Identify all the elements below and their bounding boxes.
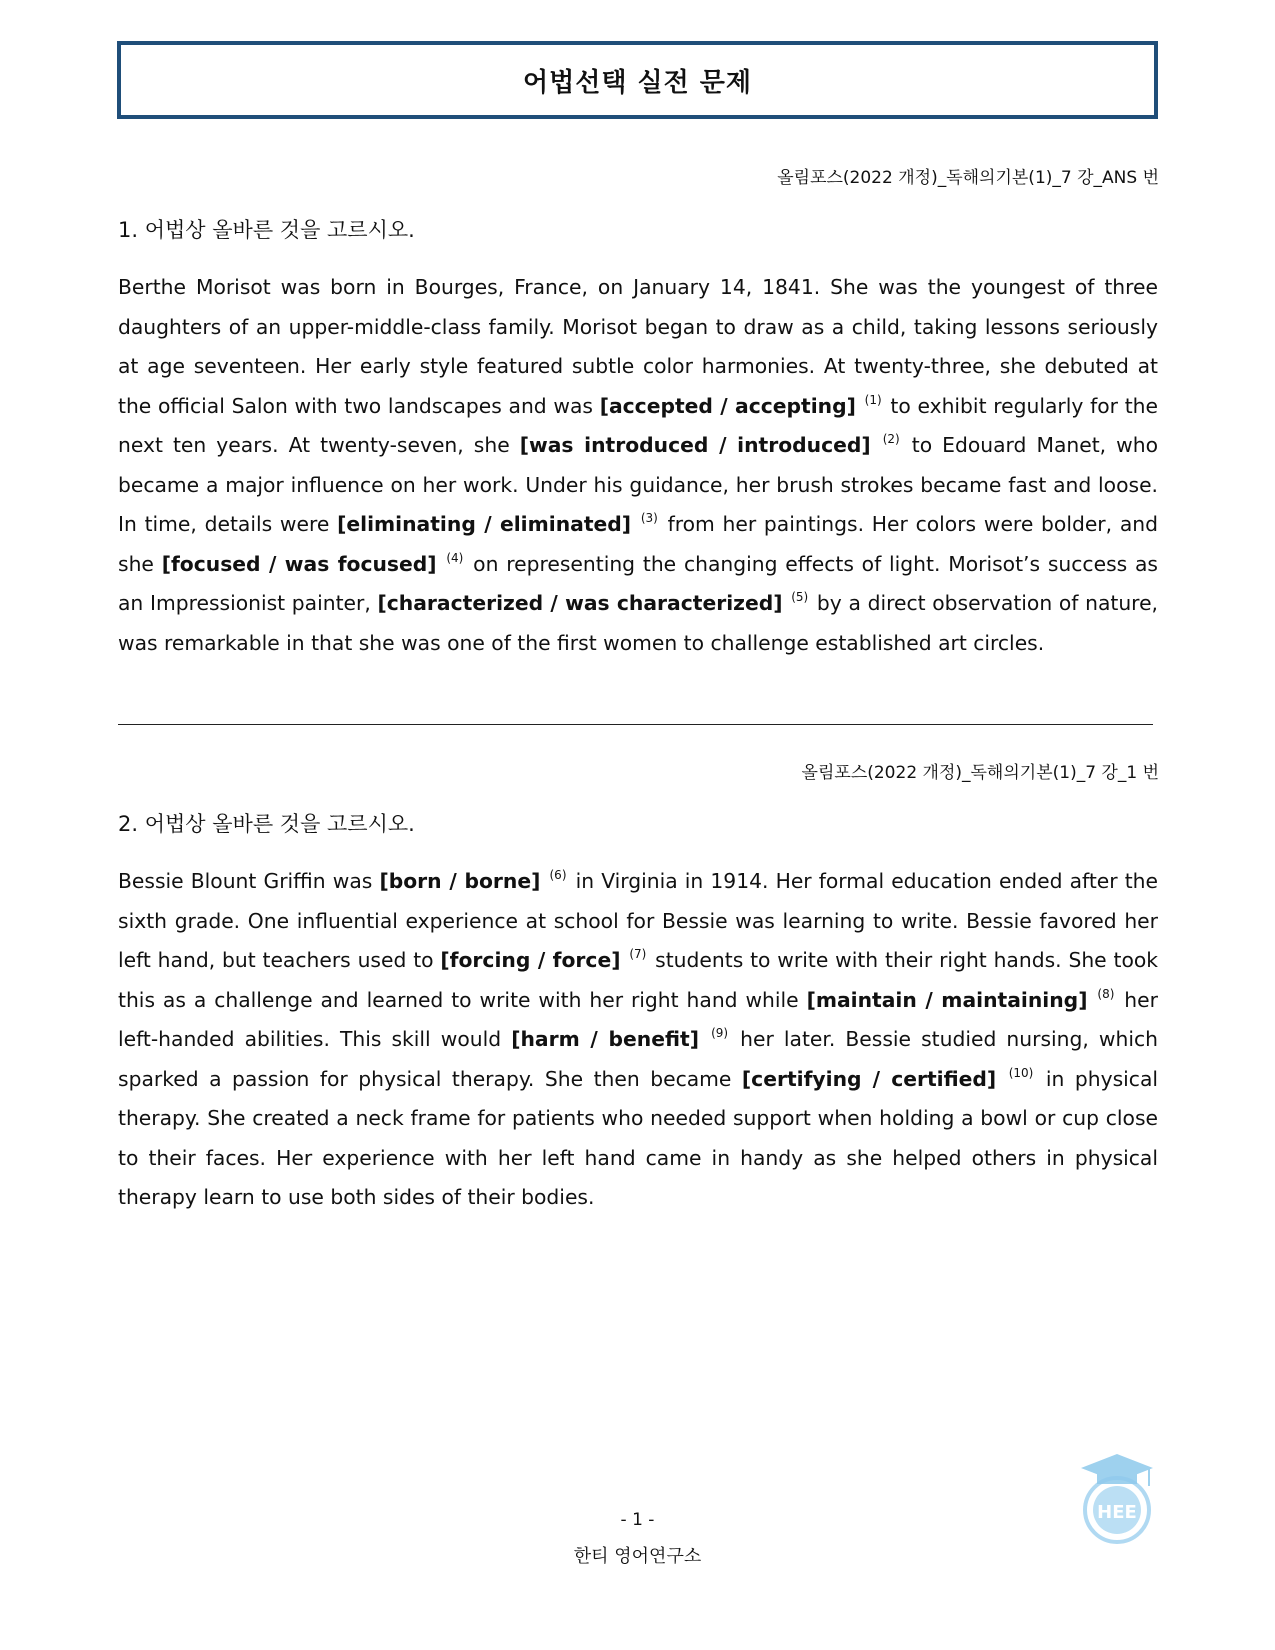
passage-text: her later. Bessie studied nursing, which sparked a passion for physical therapy. She then became [118, 1027, 1158, 1091]
choice-number: (3) [640, 511, 658, 525]
grammar-choice: [certifying / certified] [741, 1066, 997, 1091]
footer-name: 한티 영어연구소 [573, 1546, 702, 1567]
passage-2 [118, 862, 1158, 1218]
hee-logo [1077, 1452, 1157, 1544]
choice-number: (6) [549, 868, 567, 882]
grammar-choice: [forcing / force] [440, 948, 621, 972]
grammar-choice: [accepted / accepting] [599, 393, 856, 418]
divider [118, 724, 1153, 725]
grammar-choice: [harm / benefit] [511, 1027, 699, 1051]
passage-text: from her paintings. Her colors were bolder, and she [118, 512, 1158, 576]
choice-number: (2) [882, 432, 900, 446]
passage-text: students to write with their right hands. She took this as a challenge and learned to write with her right hand while [118, 948, 1159, 1012]
grammar-choice: [maintain / maintaining] [806, 987, 1088, 1012]
choice-number: (1) [864, 392, 882, 407]
choice-number: (7) [629, 947, 647, 961]
page-number: - 1 - [620, 1510, 655, 1530]
choice-number: (4) [446, 550, 464, 565]
passage-text: Berthe Morisot was born in Bourges, France, on January 14, 1841. She was the youngest of three daughters of an upper-middle-class family. Morisot began to draw as a child, taking lessons seriously at age seventeen. Her early style featured subtle color harmonies. At twenty-three, she debuted at the official Salon with two landscapes and was [118, 275, 1158, 418]
passage-text: on representing the changing effects of light. Morisot’s success as an Impressionist painter, [118, 551, 1158, 615]
title-box [117, 41, 1158, 119]
passage-1 [118, 268, 1158, 663]
passage-text: in Virginia in 1914. Her formal education ended after the sixth grade. One influential experience at school for Bessie was learning to write. Bessie favored her left hand, but teachers used to [118, 869, 1158, 972]
choice-number: (8) [1097, 986, 1115, 1001]
source-label-2: 올림포스(2022 개정)_독해의기본(1)_7 강_1 번 [801, 763, 1159, 783]
passage-text: in physical therapy. She created a neck frame for patients who needed support when holding a bowl or cup close to their faces. Her experience with her left hand came in handy as she helped others in physical therapy learn to use both sides of their bodies. [118, 1066, 1159, 1209]
grammar-choice: [born / borne] [379, 869, 541, 893]
passage-text: by a direct observation of nature, was remarkable in that she was one of the first women to challenge established art circles. [118, 591, 1158, 655]
choice-number: (10) [1008, 1065, 1034, 1080]
grammar-choice: [characterized / was characterized] [377, 591, 783, 615]
logo-text: HEE [1097, 1502, 1137, 1523]
choice-number: (5) [791, 590, 809, 604]
question-2: 2. 어법상 올바른 것을 고르시오. [118, 812, 415, 836]
grammar-choice: [eliminating / eliminated] [337, 512, 632, 536]
passage-text: to exhibit regularly for the next ten years. At twenty-seven, she [118, 393, 1158, 457]
source-label-1: 올림포스(2022 개정)_독해의기본(1)_7 강_ANS 번 [777, 168, 1159, 188]
page-title: 어법선택 실전 문제 [522, 67, 753, 98]
grammar-choice: [was introduced / introduced] [519, 433, 871, 457]
choice-number: (9) [711, 1026, 729, 1040]
graduation-cap-icon [1081, 1454, 1153, 1486]
passage-text: Bessie Blount Griffin was [118, 869, 380, 893]
grammar-choice: [focused / was focused] [161, 551, 437, 576]
passage-text: her left-handed abilities. This skill would [118, 987, 1158, 1051]
passage-text: to Edouard Manet, who became a major influence on her work. Under his guidance, her brush strokes became fast and loose. In time, details were [118, 433, 1159, 536]
question-1: 1. 어법상 올바른 것을 고르시오. [118, 218, 415, 242]
